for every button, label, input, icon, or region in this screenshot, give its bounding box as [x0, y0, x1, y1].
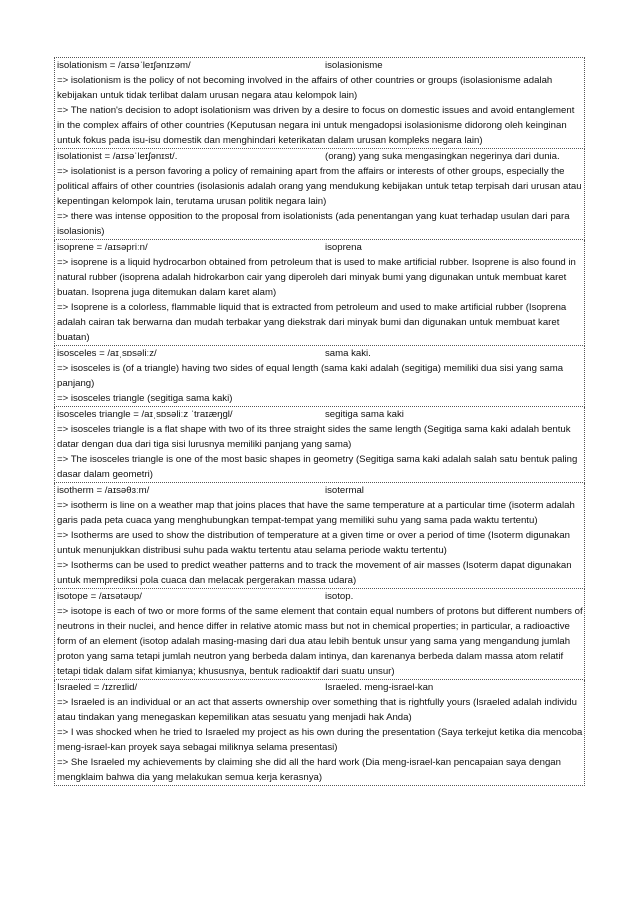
entry-example-line: => isoprene is a liquid hydrocarbon obtained from petroleum that is used to make artificial rubber. Isoprene is also found in natural rubber (isoprena adalah hidrokarbon cair yang diperoleh dari minyak bumi yang digunakan untuk membuat karet buatan. Isoprena juga ditemukan dalam karet alam)	[57, 257, 576, 298]
entry-example-line: => Isoprene is a colorless, flammable liquid that is extracted from petroleum and used to make artificial rubber (Isoprena adalah cairan tak berwarna dan mudah terbakar yang diekstrak dari minyak bumi dan digunakan untuk membuat karet buatan)	[57, 302, 567, 343]
entry-header	[57, 346, 583, 361]
entry-term: isolationism = /aɪsəˈleɪʃənɪzəm/	[57, 60, 191, 71]
entry-header	[57, 483, 583, 498]
entry-example-line: => isosceles triangle (segitiga sama kaki)	[57, 393, 233, 404]
entry-example-line: => isosceles is (of a triangle) having two sides of equal length (sama kaki adalah (segitiga) memiliki dua sisi yang sama panjang)	[57, 363, 564, 389]
entry-translation: segitiga sama kaki	[325, 409, 404, 420]
entry-translation: sama kaki.	[325, 348, 371, 359]
entry-header	[57, 240, 583, 255]
entry-example-line: => The isosceles triangle is one of the most basic shapes in geometry (Segitiga sama kaki adalah salah satu bentuk paling dasar dalam geometri)	[57, 454, 578, 480]
entry-translation: isolasionisme	[325, 60, 383, 71]
entry-term: isoprene = /aɪsəpriːn/	[57, 242, 148, 253]
entry-example-line: => The nation's decision to adopt isolationism was driven by a desire to focus on domestic issues and avoid entanglement in the complex affairs of other countries (Keputusan negara ini untuk mengadopsi isolasionisme didorong oleh keinginan untuk fokus pada isu-isu domestik dan menghindari keterikatan dalam urusan kompleks negara lain)	[57, 105, 575, 146]
entry-term: isotherm = /aɪsəθɜːm/	[57, 485, 150, 496]
entry-term: isosceles = /aɪˌsɒsəliːz/	[57, 348, 157, 359]
dictionary-entry	[54, 240, 585, 346]
entry-header	[57, 58, 583, 73]
entry-translation: Israeled. meng-israel-kan	[325, 682, 434, 693]
dictionary-entry	[54, 57, 585, 149]
entry-example-line: => She Israeled my achievements by claiming she did all the hard work (Dia meng-israel-kan pencapaian saya dengan mengklaim bahwa dia yang melakukan semua kerja kerasnya)	[57, 757, 561, 783]
entry-example-line: => there was intense opposition to the proposal from isolationists (ada penentangan yang kuat terhadap usulan dari para isolasionis)	[57, 211, 570, 237]
dictionary-entry	[54, 483, 585, 589]
entry-example-line: => isotherm is line on a weather map that joins places that have the same temperature at a particular time (isoterm adalah garis pada peta cuaca yang menghubungkan tempat-tempat yang memiliki suhu yang sama pada waktu tertentu)	[57, 500, 575, 526]
entry-example-line: => isotope is each of two or more forms of the same element that contain equal numbers of protons but different numbers of neutrons in their nuclei, and hence differ in relative atomic mass but not in chemical properties; in particular, a radioactive form of an element (isotop adalah masing-masing dari dua atau lebih bentuk unsur yang sama yang mengandung jumlah proton yang sama tetapi jumlah neutron yang berbeda dalam intinya, dan karenanya berbeda dalam massa atom relatif tetapi tidak dalam sifat kimianya; khususnya, bentuk radioaktif dari suatu unsur)	[57, 606, 583, 677]
entry-term: isolationist = /aɪsəˈleɪʃənɪst/.	[57, 151, 178, 162]
entry-example-line: => I was shocked when he tried to Israeled my project as his own during the presentation (Saya terkejut ketika dia mencoba meng-israel-kan proyek saya sebagai miliknya selama presentasi)	[57, 727, 583, 753]
dictionary-entry	[54, 589, 585, 680]
entry-example-line: => isolationist is a person favoring a policy of remaining apart from the affairs or interests of other groups, especially the political affairs of other countries (isolasionis adalah orang yang mendukung kebijakan untuk tetap terpisah dari urusan atau kepentingan kelompok lain, terutama urusan politik negara lain)	[57, 166, 582, 207]
entry-example-line: => Israeled is an individual or an act that asserts ownership over something that is rightfully yours (Israeled adalah individu atau tindakan yang menegaskan kepemilikan atas sesuatu yang menjadi hak Anda)	[57, 697, 577, 723]
entry-term: isotope = /aɪsətəʊp/	[57, 591, 142, 602]
entry-example-line: => isosceles triangle is a flat shape with two of its three straight sides the same length (Segitiga sama kaki adalah bentuk datar dengan dua dari tiga sisi lurusnya memiliki panjang yang sama)	[57, 424, 571, 450]
entry-example-line: => Isotherms can be used to predict weather patterns and to track the movement of air masses (Isoterm dapat digunakan untuk memprediksi pola cuaca dan melacak pergerakan massa udara)	[57, 560, 572, 586]
entry-term: isosceles triangle = /aɪˌsɒsəliːz ˈtraɪæŋɡl/	[57, 409, 233, 420]
entry-header	[57, 589, 583, 604]
dictionary-document	[54, 57, 585, 786]
entry-translation: isotop.	[325, 591, 354, 602]
entry-translation: isoprena	[325, 242, 362, 253]
entry-header	[57, 680, 583, 695]
entry-term: Israeled = /ɪzreɪlid/	[57, 682, 138, 693]
dictionary-entry	[54, 680, 585, 786]
entry-translation: isotermal	[325, 485, 364, 496]
entry-header	[57, 149, 583, 164]
dictionary-entry	[54, 149, 585, 240]
dictionary-entry	[54, 346, 585, 407]
dictionary-entry	[54, 407, 585, 483]
entry-translation: (orang) yang suka mengasingkan negerinya dari dunia.	[325, 151, 560, 162]
entry-header	[57, 407, 583, 422]
entry-example-line: => isolationism is the policy of not becoming involved in the affairs of other countries or groups (isolasionisme adalah kebijakan untuk tidak terlibat dalam urusan negara atau kelompok lain)	[57, 75, 553, 101]
entry-example-line: => Isotherms are used to show the distribution of temperature at a given time or over a period of time (Isoterm digunakan untuk menunjukkan distribusi suhu pada waktu tertentu atau selama periode waktu tertentu)	[57, 530, 570, 556]
